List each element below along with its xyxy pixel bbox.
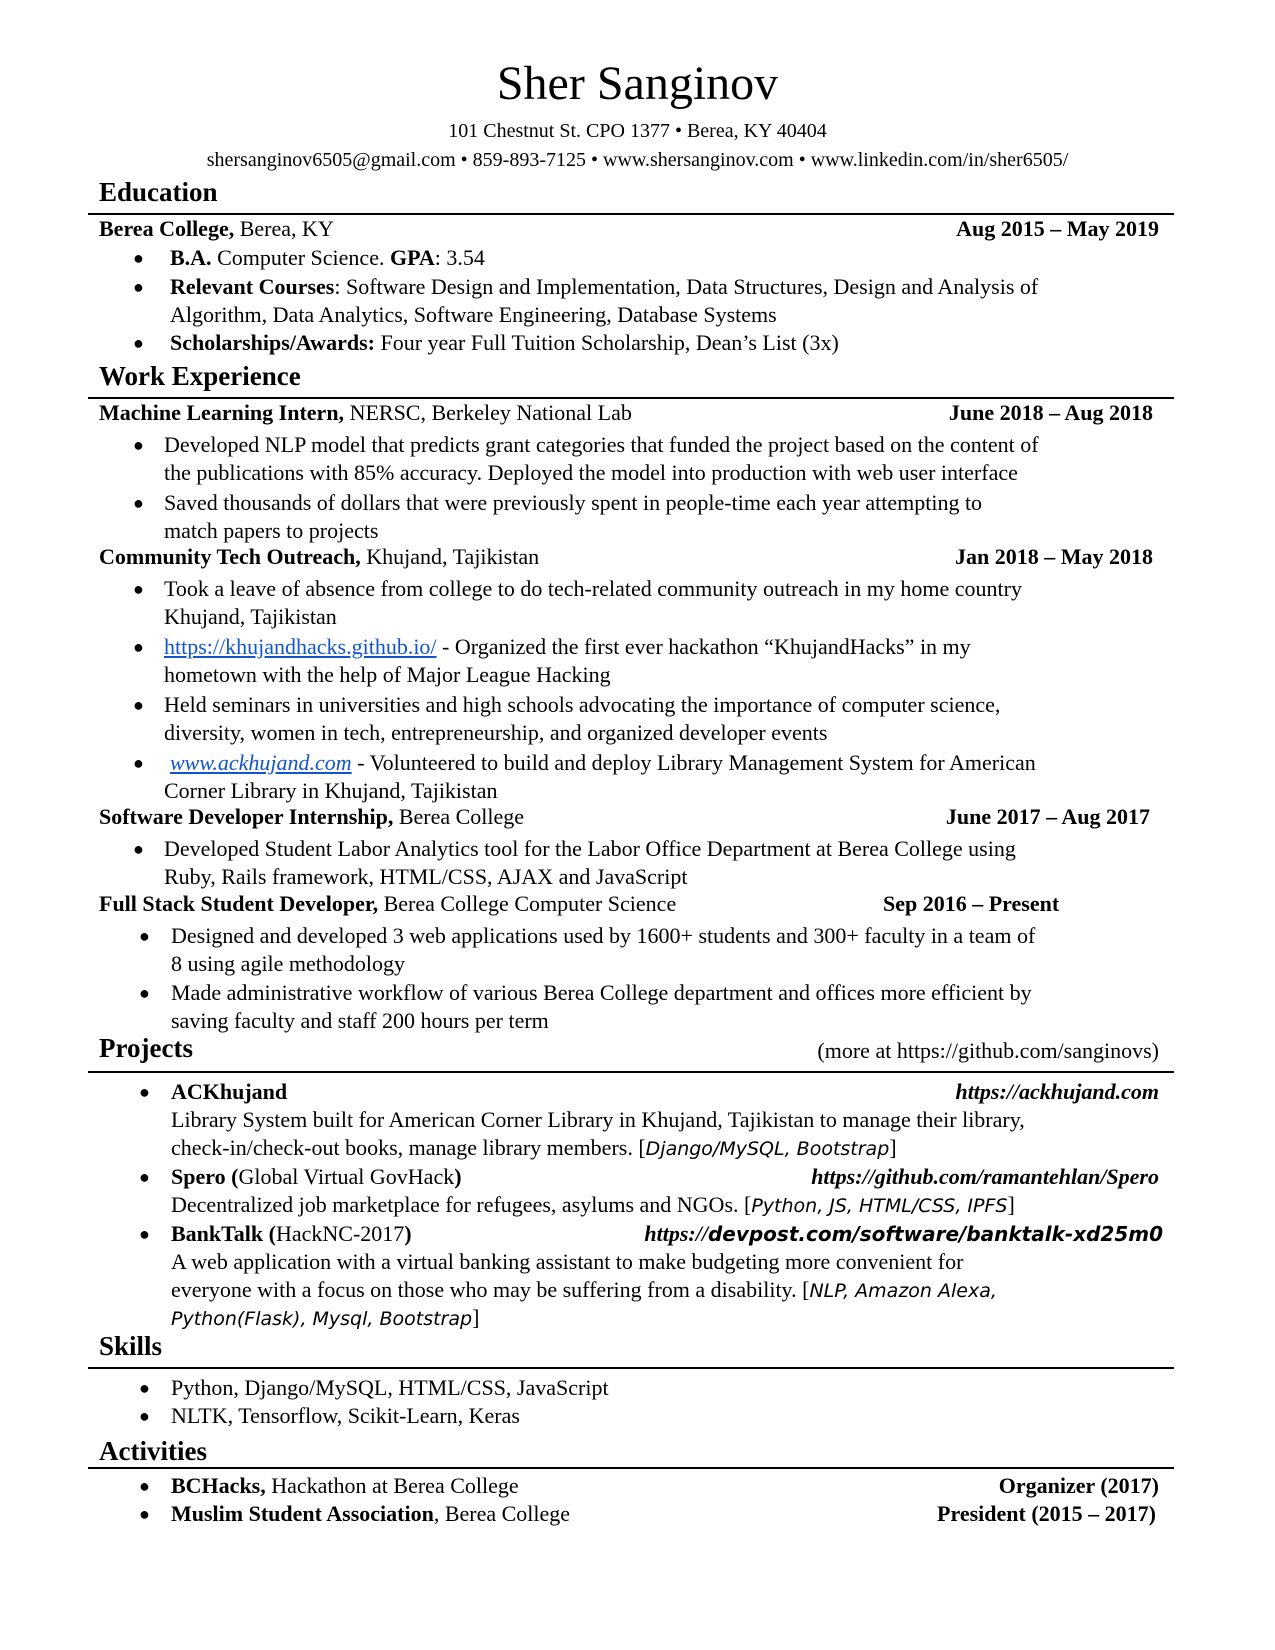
bullet-icon: ● <box>139 983 150 1003</box>
contact-line: shersanginov6505@gmail.com • 859-893-7125 • www.shersanginov.com • www.linkedin.com/in/sher6505/ <box>206 149 1069 171</box>
bullet-icon: ● <box>133 753 144 773</box>
bullet-icon: ● <box>133 435 144 455</box>
job-dates: Sep 2016 – Present <box>883 891 1060 916</box>
address-line: 101 Chestnut St. CPO 1377 • Berea, KY 40404 <box>448 120 827 142</box>
bullet-icon: ● <box>139 1504 150 1524</box>
bullet-icon: ● <box>133 493 144 513</box>
project-name: ACKhujand <box>171 1079 288 1104</box>
bullet-line: Developed NLP model that predicts grant categories that funded the project based on the content of <box>164 432 1039 457</box>
bullet-icon: ● <box>139 1406 150 1426</box>
section-rule <box>88 397 1174 399</box>
bullet-line: saving faculty and staff 200 hours per term <box>171 1008 549 1033</box>
candidate-name: Sher Sanginov <box>496 57 779 110</box>
bullet-icon: ● <box>133 579 144 599</box>
section-title-skills: Skills <box>99 1331 163 1361</box>
section-title-work: Work Experience <box>99 361 301 391</box>
bullet-line: hometown with the help of Major League Hacking <box>164 662 611 687</box>
project-url[interactable]: https://github.com/ramantehlan/Spero <box>811 1164 1159 1189</box>
bullet-line: the publications with 85% accuracy. Deployed the model into production with web user interface <box>164 460 1018 485</box>
education-row <box>99 216 1159 242</box>
section-rule <box>88 1367 1174 1369</box>
job-row <box>99 891 1159 917</box>
job-role: Machine Learning Intern, <box>99 400 345 425</box>
courses-label: Relevant Courses <box>170 274 335 299</box>
project-tech: Django/MySQL, Bootstrap <box>645 1138 890 1160</box>
job-role: Full Stack Student Developer, <box>99 891 379 916</box>
section-title-education: Education <box>99 177 218 207</box>
education-dates: Aug 2015 – May 2019 <box>956 216 1159 241</box>
bullet-line: Saved thousands of dollars that were previously spent in people-time each year attempting to <box>164 490 983 515</box>
bullet-line: match papers to projects <box>164 518 379 543</box>
school-name: Berea College, <box>99 216 235 241</box>
gpa-value: : 3.54 <box>434 245 485 270</box>
bullet-line: Held seminars in universities and high schools advocating the importance of computer science, <box>164 692 1001 717</box>
bullet-icon: ● <box>133 248 144 268</box>
bullet-icon: ● <box>133 637 144 657</box>
school-location: Berea, KY <box>234 216 334 241</box>
project-tech: Python(Flask), Mysql, Bootstrap <box>171 1308 473 1330</box>
courses-line: : Software Design and Implementation, Data Structures, Design and Analysis of <box>334 274 1039 299</box>
degree-text: Computer Science. <box>211 245 390 270</box>
section-rule <box>88 1071 1174 1073</box>
bullet-line: Ruby, Rails framework, HTML/CSS, AJAX and JavaScript <box>164 864 688 889</box>
skill-text: NLTK, Tensorflow, Scikit-Learn, Keras <box>171 1403 520 1428</box>
bullet-icon: ● <box>139 926 150 946</box>
degree-label: B.A. <box>170 245 212 270</box>
project-name: BankTalk ( <box>171 1221 276 1246</box>
project-desc: check-in/check-out books, manage library members. [ <box>171 1135 646 1160</box>
job-org: Khujand, Tajikistan <box>360 544 540 569</box>
project-desc: A web application with a virtual banking assistant to make budgeting more convenient for <box>171 1249 964 1274</box>
project-tech: NLP, Amazon Alexa, <box>809 1280 997 1302</box>
bullet-line: - Volunteered to build and deploy Library Management System for American <box>357 750 1036 775</box>
project-event: Global Virtual GovHack <box>238 1164 455 1189</box>
bullet-icon: ● <box>139 1224 150 1244</box>
activity-role: President (2015 – 2017) <box>937 1501 1156 1526</box>
bullet-icon: ● <box>133 277 144 297</box>
activity-name: BCHacks, <box>171 1473 266 1498</box>
activity-desc: Hackathon at Berea College <box>265 1473 519 1498</box>
ackhujand-link[interactable]: www.ackhujand.com <box>170 750 352 775</box>
job-dates: June 2018 – Aug 2018 <box>948 400 1153 425</box>
activity-desc: , Berea College <box>433 1501 571 1526</box>
project-name: Spero ( <box>171 1164 239 1189</box>
bullet-icon: ● <box>139 1378 150 1398</box>
bullet-line: Corner Library in Khujand, Tajikistan <box>164 778 498 803</box>
bullet-line: Khujand, Tajikistan <box>164 604 337 629</box>
bullet-icon: ● <box>139 1167 150 1187</box>
bullet-icon: ● <box>133 695 144 715</box>
section-title-activities: Activities <box>99 1436 207 1466</box>
job-row <box>99 804 1159 830</box>
khujandhacks-link[interactable]: https://khujandhacks.github.io/ <box>164 634 437 659</box>
gpa-label: GPA <box>389 245 435 270</box>
job-dates: June 2017 – Aug 2017 <box>945 804 1150 829</box>
courses-line: Algorithm, Data Analytics, Software Engineering, Database Systems <box>170 302 777 327</box>
project-desc: Library System built for American Corner Library in Khujand, Tajikistan to manage their library, <box>171 1107 1025 1132</box>
section-rule <box>88 213 1174 215</box>
job-org: NERSC, Berkeley National Lab <box>344 400 632 425</box>
activity-role: Organizer (2017) <box>998 1473 1159 1498</box>
project-event: HackNC-2017 <box>275 1221 405 1246</box>
bullet-line: 8 using agile methodology <box>171 951 406 976</box>
project-desc: Decentralized job marketplace for refugees, asylums and NGOs. [ <box>171 1192 752 1217</box>
bracket: ) <box>404 1221 412 1246</box>
project-desc: everyone with a focus on those who may be suffering from a disability. [ <box>171 1277 810 1302</box>
bracket: ] <box>889 1135 897 1160</box>
project-url[interactable] <box>644 1220 1163 1248</box>
projects-more: (more at https://github.com/sanginovs) <box>817 1038 1159 1063</box>
job-role: Community Tech Outreach, <box>99 544 361 569</box>
bullet-line: diversity, women in tech, entrepreneurship, and organized developer events <box>164 720 828 745</box>
bullet-icon: ● <box>139 1476 150 1496</box>
awards-text: Four year Full Tuition Scholarship, Dean’s List (3x) <box>374 330 839 355</box>
bracket: ) <box>454 1164 462 1189</box>
bullet-line: - Organized the first ever hackathon “KhujandHacks” in my <box>442 634 971 659</box>
section-rule <box>88 1467 1174 1469</box>
url-path: devpost.com/software/banktalk-xd25m0 <box>707 1222 1163 1246</box>
job-org: Berea College Computer Science <box>378 891 677 916</box>
url-prefix: https:// <box>644 1221 708 1246</box>
bracket: ] <box>472 1305 480 1330</box>
bullet-line: Designed and developed 3 web applications used by 1600+ students and 300+ faculty in a team of <box>171 923 1036 948</box>
activity-name: Muslim Student Association <box>171 1501 434 1526</box>
skill-text: Python, Django/MySQL, HTML/CSS, JavaScript <box>171 1375 609 1400</box>
bullet-icon: ● <box>139 1082 150 1102</box>
project-url[interactable]: https://ackhujand.com <box>955 1079 1159 1104</box>
job-role: Software Developer Internship, <box>99 804 394 829</box>
bullet-line: Made administrative workflow of various Berea College department and offices more efficient by <box>171 980 1032 1005</box>
bullet-icon: ● <box>133 333 144 353</box>
job-row <box>99 544 1159 570</box>
job-dates: Jan 2018 – May 2018 <box>955 544 1153 569</box>
bullet-line: Developed Student Labor Analytics tool for the Labor Office Department at Berea College using <box>164 836 1016 861</box>
bullet-icon: ● <box>133 839 144 859</box>
awards-label: Scholarships/Awards: <box>170 330 375 355</box>
bullet-line: Took a leave of absence from college to do tech-related community outreach in my home country <box>164 576 1022 601</box>
section-title-projects: Projects <box>99 1033 193 1063</box>
job-org: Berea College <box>393 804 525 829</box>
job-row <box>99 400 1159 426</box>
project-tech: Python, JS, HTML/CSS, IPFS <box>751 1195 1008 1217</box>
bracket: ] <box>1007 1192 1015 1217</box>
